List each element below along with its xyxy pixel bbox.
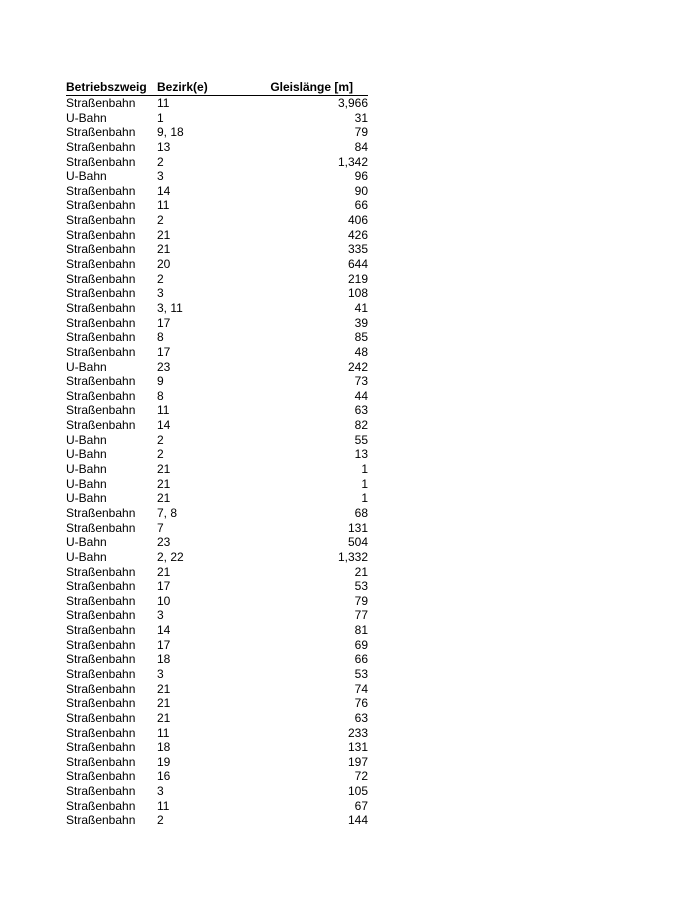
cell-gleislaenge: 1,342 [337,154,368,169]
cell-gleislaenge: 41 [354,300,368,315]
table-row [66,433,368,448]
cell-gleislaenge: 77 [354,608,368,623]
table-row [66,360,368,375]
cell-gleislaenge: 13 [354,447,368,462]
cell-betriebszweig: Straßenbahn [66,505,136,520]
table-row [66,242,368,257]
cell-bezirke: 17 [157,579,171,594]
cell-bezirke: 2 [157,813,164,828]
table-row [66,491,368,506]
table-row [66,652,368,667]
table-row [66,213,368,228]
table-row [66,711,368,726]
table-row [66,184,368,199]
cell-betriebszweig: U-Bahn [66,476,107,491]
cell-gleislaenge: 82 [354,418,368,433]
cell-gleislaenge: 69 [354,637,368,652]
cell-gleislaenge: 21 [354,564,368,579]
cell-betriebszweig: Straßenbahn [66,579,136,594]
cell-bezirke: 17 [157,344,171,359]
table-row [66,257,368,272]
table-row [66,345,368,360]
cell-gleislaenge: 504 [347,535,368,550]
cell-bezirke: 11 [157,798,170,813]
cell-bezirke: 21 [157,696,171,711]
cell-gleislaenge: 79 [354,593,368,608]
cell-gleislaenge: 73 [354,374,368,389]
table-row [66,682,368,697]
cell-betriebszweig: Straßenbahn [66,96,136,110]
cell-betriebszweig: Straßenbahn [66,754,136,769]
cell-betriebszweig: U-Bahn [66,447,107,462]
table-row [66,477,368,492]
table-row [66,125,368,140]
cell-betriebszweig: U-Bahn [66,535,107,550]
table-row [66,228,368,243]
cell-bezirke: 21 [157,227,171,242]
cell-bezirke: 17 [157,637,171,652]
cell-betriebszweig: Straßenbahn [66,154,136,169]
cell-bezirke: 10 [157,593,171,608]
cell-betriebszweig: U-Bahn [66,491,107,506]
cell-bezirke: 21 [157,242,171,257]
cell-gleislaenge: 335 [347,242,368,257]
cell-gleislaenge: 76 [354,696,368,711]
cell-gleislaenge: 81 [354,623,368,638]
cell-betriebszweig: Straßenbahn [66,710,136,725]
table-row [66,96,368,111]
cell-betriebszweig: Straßenbahn [66,637,136,652]
cell-bezirke: 20 [157,257,171,272]
table-row [66,740,368,755]
cell-bezirke: 2, 22 [157,549,184,564]
cell-betriebszweig: Straßenbahn [66,740,136,755]
cell-bezirke: 1 [157,110,164,125]
cell-betriebszweig: Straßenbahn [66,242,136,257]
header-betriebszweig: Betriebszweig [66,80,157,96]
cell-betriebszweig: Straßenbahn [66,608,136,623]
cell-bezirke: 2 [157,213,164,228]
table-row [66,799,368,814]
cell-bezirke: 23 [157,359,171,374]
cell-gleislaenge: 90 [354,183,368,198]
cell-bezirke: 3 [157,286,164,301]
cell-betriebszweig: U-Bahn [66,169,107,184]
table-row [66,301,368,316]
cell-bezirke: 11 [157,725,170,740]
cell-gleislaenge: 242 [347,359,368,374]
cell-bezirke: 11 [157,96,170,110]
cell-bezirke: 18 [157,652,171,667]
cell-bezirke: 14 [157,183,171,198]
cell-gleislaenge: 108 [347,286,368,301]
cell-bezirke: 8 [157,330,164,345]
cell-gleislaenge: 53 [354,579,368,594]
table-row [66,594,368,609]
table-row [66,330,368,345]
table-row [66,374,368,389]
header-bezirke: Bezirk(e) [157,80,237,96]
table-row [66,550,368,565]
cell-gleislaenge: 85 [354,330,368,345]
cell-gleislaenge: 66 [354,198,368,213]
table-row [66,638,368,653]
cell-bezirke: 17 [157,315,171,330]
cell-gleislaenge: 63 [354,710,368,725]
cell-betriebszweig: Straßenbahn [66,798,136,813]
table-row [66,535,368,550]
table-row [66,111,368,126]
table-row [66,316,368,331]
cell-betriebszweig: Straßenbahn [66,681,136,696]
table-row [66,155,368,170]
table-row [66,286,368,301]
cell-betriebszweig: Straßenbahn [66,388,136,403]
cell-gleislaenge: 131 [347,520,368,535]
cell-betriebszweig: Straßenbahn [66,769,136,784]
cell-bezirke: 9, 18 [157,125,184,140]
cell-bezirke: 14 [157,623,171,638]
cell-betriebszweig: Straßenbahn [66,344,136,359]
cell-betriebszweig: Straßenbahn [66,227,136,242]
table-row [66,506,368,521]
cell-bezirke: 14 [157,418,171,433]
cell-bezirke: 21 [157,564,171,579]
cell-betriebszweig: Straßenbahn [66,564,136,579]
cell-gleislaenge: 63 [354,403,368,418]
cell-betriebszweig: Straßenbahn [66,696,136,711]
table-row [66,403,368,418]
cell-gleislaenge: 74 [354,681,368,696]
cell-bezirke: 23 [157,535,171,550]
cell-bezirke: 21 [157,681,171,696]
cell-gleislaenge: 3,966 [337,96,368,110]
cell-bezirke: 3 [157,169,164,184]
cell-gleislaenge: 1 [361,476,368,491]
table-header [66,80,368,96]
cell-betriebszweig: U-Bahn [66,432,107,447]
cell-gleislaenge: 426 [347,227,368,242]
table-row [66,696,368,711]
cell-gleislaenge: 68 [354,505,368,520]
cell-betriebszweig: Straßenbahn [66,125,136,140]
cell-gleislaenge: 131 [347,740,368,755]
cell-gleislaenge: 48 [354,344,368,359]
cell-gleislaenge: 96 [354,169,368,184]
table-row [66,667,368,682]
cell-bezirke: 7 [157,520,164,535]
table-row [66,755,368,770]
cell-betriebszweig: Straßenbahn [66,183,136,198]
cell-bezirke: 18 [157,740,171,755]
cell-betriebszweig: Straßenbahn [66,330,136,345]
table-body [66,96,368,829]
cell-gleislaenge: 72 [354,769,368,784]
cell-betriebszweig: Straßenbahn [66,300,136,315]
cell-gleislaenge: 66 [354,652,368,667]
header-gleislaenge: Gleislänge [m] [237,80,368,96]
cell-bezirke: 3 [157,666,164,681]
table-row [66,447,368,462]
cell-bezirke: 21 [157,462,171,477]
cell-bezirke: 19 [157,754,171,769]
cell-bezirke: 11 [157,403,170,418]
cell-betriebszweig: Straßenbahn [66,374,136,389]
cell-betriebszweig: Straßenbahn [66,725,136,740]
cell-gleislaenge: 31 [354,110,368,125]
cell-bezirke: 3 [157,608,164,623]
cell-bezirke: 2 [157,447,164,462]
cell-gleislaenge: 197 [347,754,368,769]
cell-bezirke: 21 [157,491,171,506]
cell-gleislaenge: 79 [354,125,368,140]
table-row [66,813,368,828]
table-row [66,608,368,623]
table-row [66,389,368,404]
cell-gleislaenge: 39 [354,315,368,330]
cell-gleislaenge: 105 [347,784,368,799]
cell-bezirke: 16 [157,769,171,784]
cell-betriebszweig: Straßenbahn [66,213,136,228]
cell-bezirke: 21 [157,476,171,491]
cell-betriebszweig: Straßenbahn [66,784,136,799]
cell-bezirke: 3, 11 [157,300,183,315]
header-row [66,80,368,96]
table-row [66,565,368,580]
cell-bezirke: 13 [157,139,171,154]
cell-gleislaenge: 1 [361,491,368,506]
cell-bezirke: 3 [157,784,164,799]
cell-gleislaenge: 233 [347,725,368,740]
table-row [66,272,368,287]
cell-bezirke: 2 [157,154,164,169]
cell-betriebszweig: U-Bahn [66,110,107,125]
cell-bezirke: 2 [157,271,164,286]
cell-betriebszweig: Straßenbahn [66,198,136,213]
cell-gleislaenge: 644 [347,257,368,272]
cell-gleislaenge: 53 [354,666,368,681]
cell-bezirke: 2 [157,432,164,447]
table-row [66,140,368,155]
table-row [66,418,368,433]
table-row [66,198,368,213]
cell-bezirke: 21 [157,710,171,725]
cell-betriebszweig: Straßenbahn [66,593,136,608]
cell-betriebszweig: Straßenbahn [66,403,136,418]
cell-betriebszweig: Straßenbahn [66,520,136,535]
cell-betriebszweig: Straßenbahn [66,315,136,330]
cell-betriebszweig: Straßenbahn [66,652,136,667]
cell-bezirke: 11 [157,198,170,213]
cell-gleislaenge: 219 [347,271,368,286]
cell-bezirke: 7, 8 [157,505,178,520]
cell-betriebszweig: Straßenbahn [66,666,136,681]
cell-betriebszweig: U-Bahn [66,359,107,374]
table-row [66,521,368,536]
table-row [66,169,368,184]
table-row [66,462,368,477]
cell-bezirke: 9 [157,374,164,389]
table-row [66,769,368,784]
cell-gleislaenge: 44 [354,388,368,403]
table-row [66,623,368,638]
cell-betriebszweig: Straßenbahn [66,813,136,828]
spreadsheet-page [66,80,368,828]
cell-gleislaenge: 67 [354,798,368,813]
cell-gleislaenge: 1,332 [337,549,368,564]
cell-bezirke: 8 [157,388,164,403]
cell-betriebszweig: Straßenbahn [66,286,136,301]
cell-betriebszweig: Straßenbahn [66,271,136,286]
table-row [66,726,368,741]
cell-betriebszweig: U-Bahn [66,549,107,564]
cell-betriebszweig: Straßenbahn [66,139,136,154]
cell-gleislaenge: 55 [354,432,368,447]
cell-betriebszweig: Straßenbahn [66,623,136,638]
table-row [66,579,368,594]
cell-betriebszweig: Straßenbahn [66,257,136,272]
cell-betriebszweig: U-Bahn [66,462,107,477]
cell-gleislaenge: 84 [354,139,368,154]
track-length-table [66,80,368,828]
table-row [66,784,368,799]
cell-betriebszweig: Straßenbahn [66,418,136,433]
cell-gleislaenge: 144 [347,813,368,828]
cell-gleislaenge: 1 [361,462,368,477]
cell-gleislaenge: 406 [347,213,368,228]
